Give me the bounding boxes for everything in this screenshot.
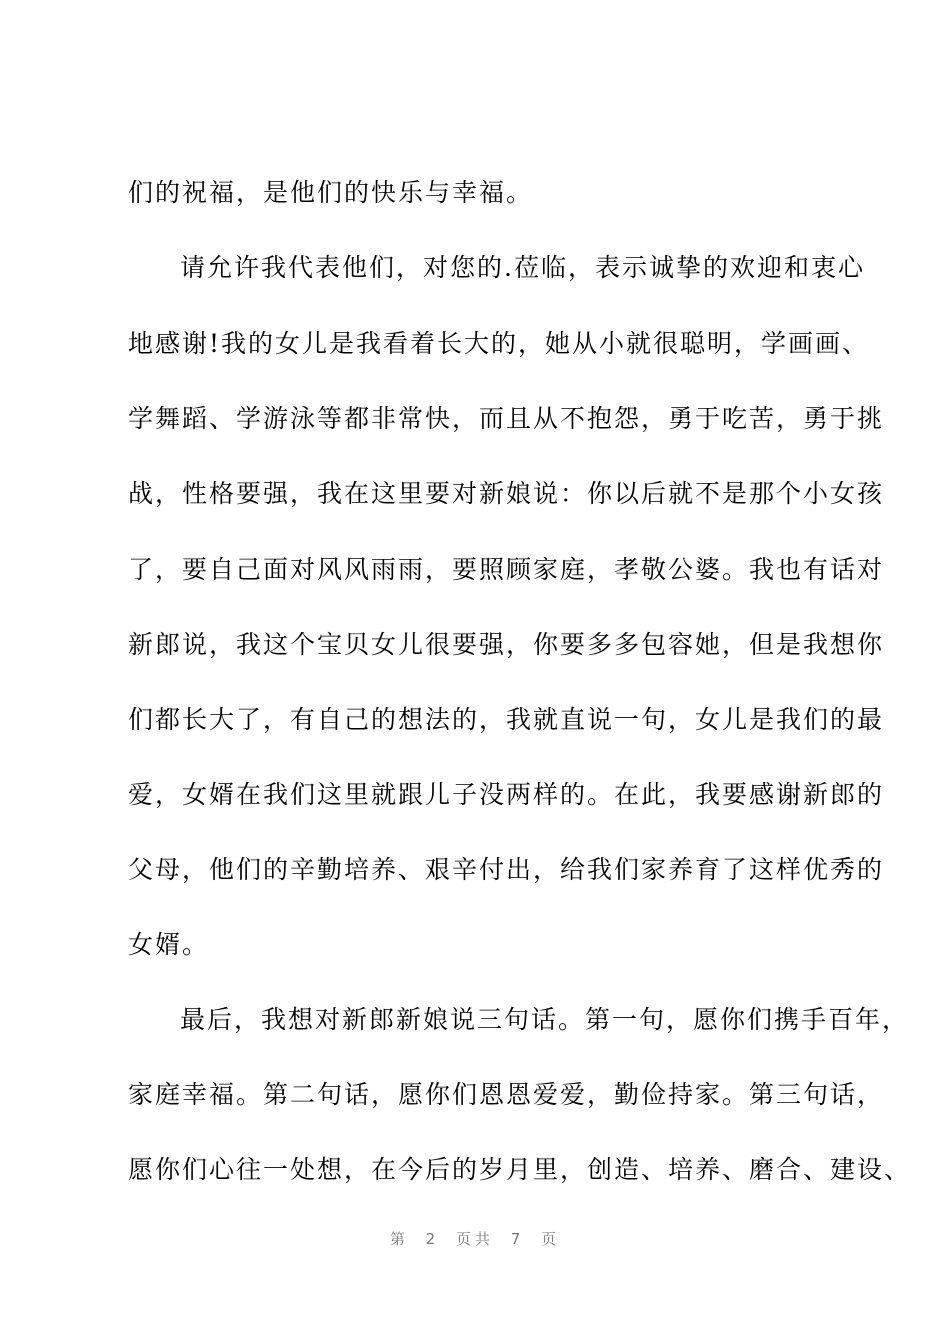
footer-page-number: 2 <box>425 1230 440 1248</box>
paragraph-line: 们的祝福，是他们的快乐与幸福。 <box>128 178 534 207</box>
paragraph-line: 们都长大了，有自己的想法的，我就直说一句，女儿是我们的最 <box>128 705 885 734</box>
paragraph-line: 请允许我代表他们，对您的.莅临，表示诚挚的欢迎和衷心 <box>180 253 865 282</box>
paragraph-line: 最后，我想对新郎新娘说三句话。第一句，愿你们携手百年， <box>180 1005 910 1034</box>
page-footer <box>0 1228 950 1249</box>
footer-prefix: 第 <box>389 1230 409 1248</box>
footer-middle: 页共 <box>455 1230 494 1248</box>
paragraph-line: 学舞蹈、学游泳等都非常快，而且从不抱怨，勇于吃苦，勇于挑 <box>128 404 885 433</box>
paragraph-line: 愿你们心往一处想，在今后的岁月里，创造、培养、磨合、建设、 <box>128 1155 912 1184</box>
paragraph-line: 地感谢!我的女儿是我看着长大的，她从小就很聪明，学画画、 <box>128 329 870 358</box>
paragraph-line: 家庭幸福。第二句话，愿你们恩恩爱爱，勤俭持家。第三句话， <box>128 1080 885 1109</box>
paragraph-line: 女婿。 <box>128 930 210 959</box>
paragraph-line: 了，要自己面对风风雨雨，要照顾家庭，孝敬公婆。我也有话对 <box>128 555 885 584</box>
paragraph-line: 爱，女婿在我们这里就跟儿子没两样的。在此，我要感谢新郎的 <box>128 780 885 809</box>
footer-total-pages: 7 <box>510 1230 525 1248</box>
paragraph-line: 新郎说，我这个宝贝女儿很要强，你要多多包容她，但是我想你 <box>128 630 885 659</box>
footer-suffix: 页 <box>541 1230 561 1248</box>
paragraph-line: 战，性格要强，我在这里要对新娘说：你以后就不是那个小女孩 <box>128 479 885 508</box>
paragraph-line: 父母，他们的辛勤培养、艰辛付出，给我们家养育了这样优秀的 <box>128 855 885 884</box>
